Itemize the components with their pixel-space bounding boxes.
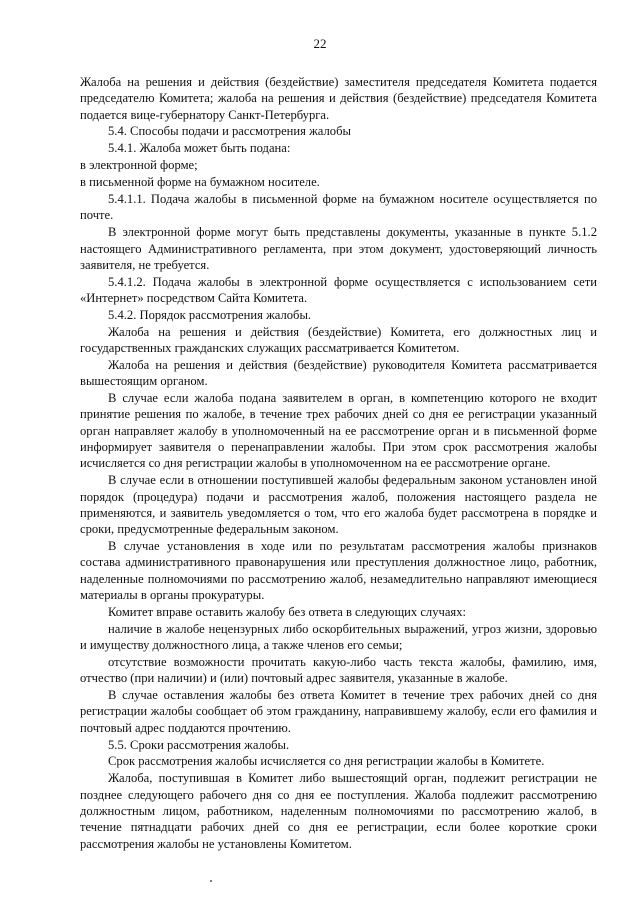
list-item-paper: в письменной форме на бумажном носителе. (80, 175, 320, 190)
paragraph-registration-term: Жалоба, поступившая в Комитет либо вышестоящий орган, подлежит регистрации не позднее следующего рабочего дня со дня ее поступления. Жалоба подлежит рассмотрению должностным лицом, работником, наделенным полномочиями по рассмотрению жалоб, в течение пятнадцати рабочих дней со дня ее регистрации, если более короткие сроки рассмотрения жалобы не установлены Комитетом. (80, 771, 597, 851)
paragraph-5-4-1-1: 5.4.1.1. Подача жалобы в письменной форме на бумажном носителе осуществляется по почте. (80, 192, 597, 223)
paragraph-prosecution: В случае установления в ходе или по результатам рассмотрения жалобы признаков состава административного правонарушения или преступления должностное лицо, работник, наделенные полномочиями по рассмотрению жалоб, незамедлительно направляют имеющиеся материалы в органы прокуратуры. (80, 539, 597, 602)
section-heading-5-4-2: 5.4.2. Порядок рассмотрения жалобы. (108, 307, 312, 322)
paragraph-5-4-1: 5.4.1. Жалоба может быть подана: (108, 141, 291, 156)
list-item-obscene: наличие в жалобе нецензурных либо оскорбительных выражений, угроз жизни, здоровью и имуществу должностного лица, а также членов его семьи; (80, 621, 597, 652)
paragraph-no-answer-cases: Комитет вправе оставить жалобу без ответа в следующих случаях: (108, 604, 467, 619)
paragraph-complaint-deputy: Жалоба на решения и действия (бездействие) заместителя председателя Комитета подается председателю Комитета; жалоба на решения и действия (бездействие) председателя Комитета подается вице-губернатору Санкт-Петербурга. (80, 75, 597, 122)
page-number: 22 (313, 36, 327, 51)
paragraph-no-answer-notice: В случае оставления жалобы без ответа Комитет в течение трех рабочих дней со дня регистрации жалобы сообщает об этом гражданину, направившему жалобу, если его фамилия и почтовый адрес поддаются прочтению. (80, 688, 597, 735)
list-item-electronic: в электронной форме; (80, 158, 198, 173)
paragraph-federal-law: В случае если в отношении поступившей жалобы федеральным законом установлен иной порядок (процедура) подачи и рассмотрения жалоб, положения настоящего раздела не применяются, и заявитель уведомляется о том, что его жалоба будет рассмотрена в порядке и сроки, предусмотренные федеральным законом. (80, 473, 597, 537)
paragraph-committee-review: Жалоба на решения и действия (бездействие) Комитета, его должностных лиц и государственных гражданских служащих рассматривается Комитетом. (80, 324, 597, 356)
paragraph-term-start: Срок рассмотрения жалобы исчисляется со дня регистрации жалобы в Комитете. (108, 754, 545, 769)
paragraph-5-4-1-2: 5.4.1.2. Подача жалобы в электронной форме осуществляется с использованием сети «Интернет» посредством Сайта Комитета. (80, 274, 597, 306)
list-item-unreadable: отсутствие возможности прочитать какую-либо часть текста жалобы, фамилию, имя, отчество (при наличии) и (или) почтовый адрес заявителя, указанные в жалобе. (80, 654, 597, 686)
document-body (80, 74, 597, 852)
scan-speck (210, 880, 212, 882)
paragraph-electronic-docs: В электронной форме могут быть представлены документы, указанные в пункте 5.1.2 настоящего Административного регламента, при этом документ, удостоверяющий личность заявителя, не требуется. (80, 225, 597, 272)
paragraph-redirect: В случае если жалоба подана заявителем в орган, в компетенцию которого не входит принятие решения по жалобе, в течение трех рабочих дней со дня ее регистрации указанный орган направляет жалобу в уполномоченный на ее рассмотрение орган и в письменной форме информирует заявителя о перенаправлении жалобы. При этом срок рассмотрения жалобы исчисляется со дня регистрации жалобы в уполномоченном на ее рассмотрение органе. (80, 391, 597, 471)
paragraph-head-review: Жалоба на решения и действия (бездействие) руководителя Комитета рассматривается вышестоящим органом. (80, 357, 597, 389)
section-heading-5-5: 5.5. Сроки рассмотрения жалобы. (108, 737, 290, 752)
section-heading-5-4: 5.4. Способы подачи и рассмотрения жалобы (108, 124, 351, 139)
